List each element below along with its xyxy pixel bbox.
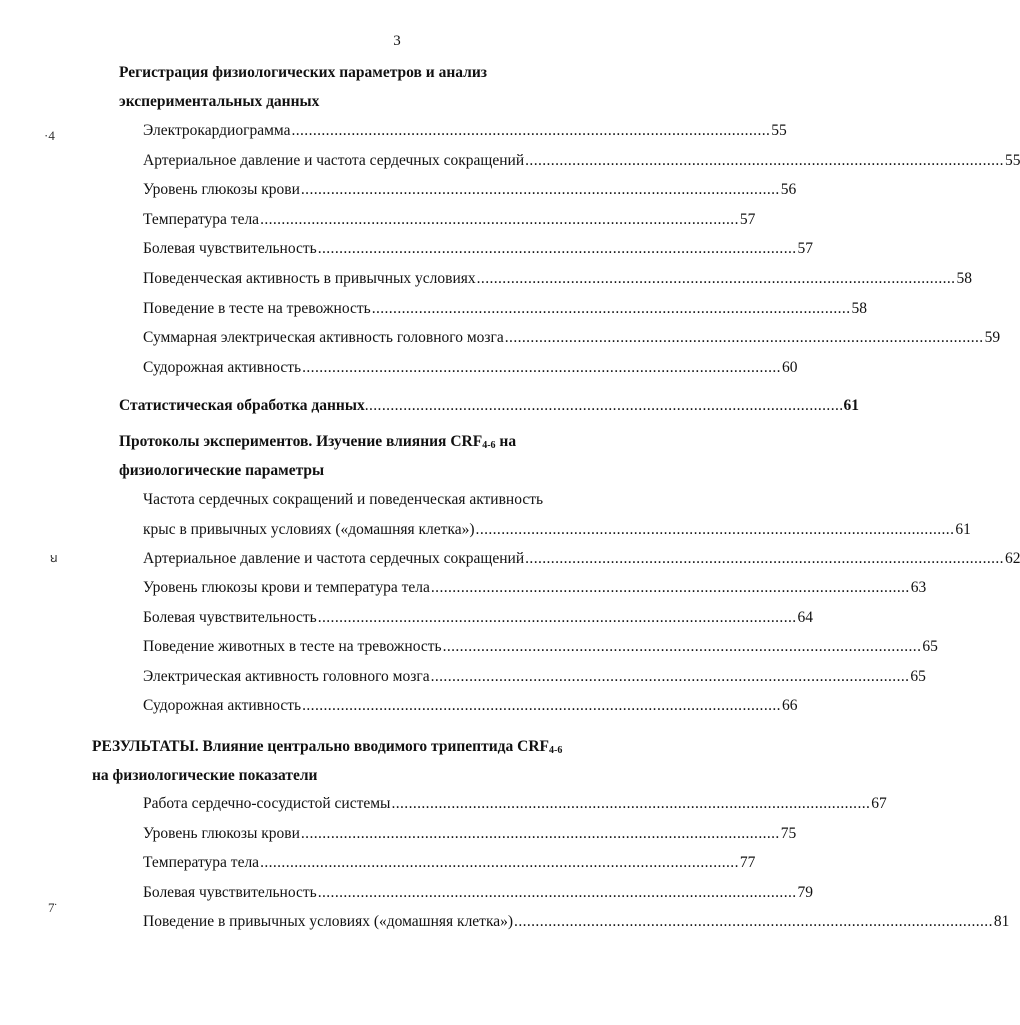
toc-entry-page: 62 (1004, 550, 1020, 567)
dot-leader: ................................................................................................................ (317, 240, 797, 258)
toc-entry-title: Болевая чувствительность (143, 608, 317, 626)
dot-leader: ................................................................................................................ (260, 854, 739, 871)
toc-entry-page: 64 (797, 608, 814, 626)
toc-entry-title: Суммарная электрическая активность головного мозга (143, 329, 504, 347)
dot-leader: ................................................................................................................ (302, 358, 781, 376)
toc-entry-page: 55 (1004, 151, 1020, 169)
dot-leader: ................................................................................................................ (260, 210, 739, 228)
toc-entry[interactable] (143, 151, 1020, 171)
page-number: 3 (393, 33, 401, 49)
toc-entry-title: крыс в привычных условиях («домашняя клетка») (143, 521, 475, 538)
toc-entry-page: 81 (993, 913, 1010, 930)
dot-leader: ................................................................................................................ (391, 795, 871, 812)
margin-mark: ꞟ (50, 550, 58, 565)
toc-entry[interactable] (143, 549, 1020, 569)
toc-entry[interactable] (143, 299, 867, 319)
dot-leader: ................................................................................................................ (430, 667, 910, 685)
toc-entry[interactable] (143, 239, 814, 259)
dot-leader: ................................................................................................................ (476, 270, 956, 287)
section-heading (119, 432, 516, 456)
toc-entry[interactable] (143, 608, 814, 628)
dot-leader: ................................................................................................................ (504, 329, 984, 347)
heading-subscript: 4-6 (482, 440, 496, 451)
dot-leader: ................................................................................................................ (317, 883, 797, 901)
toc-entry-title: Уровень глюкозы крови и температура тела (143, 579, 430, 597)
dot-leader: ................................................................................................................ (364, 397, 844, 414)
toc-entry-title: Поведение в привычных условиях («домашняя клетка») (143, 913, 514, 930)
toc-entry-title: Болевая чувствительность (143, 883, 317, 901)
toc-entry-title: Уровень глюкозы крови (143, 181, 300, 199)
section-heading: Регистрация физиологических параметров и анализ (119, 64, 487, 81)
toc-entry-title: Поведение в тесте на тревожность (143, 299, 371, 317)
toc-entry[interactable] (143, 578, 927, 598)
toc-entry-page: 58 (956, 270, 972, 287)
toc-entry-title: Артериальное давление и частота сердечных сокращений (143, 550, 525, 567)
toc-entry-page: 57 (739, 210, 756, 228)
toc-entry-page: 77 (739, 854, 756, 871)
toc-entry-page: 59 (984, 329, 1001, 347)
toc-entry-page: 65 (910, 667, 926, 685)
dot-leader: ................................................................................................................ (300, 181, 780, 199)
toc-entry-title: Судорожная активность (143, 697, 302, 714)
toc-entry[interactable] (143, 269, 972, 289)
heading-subscript: 4-6 (548, 745, 563, 756)
dot-leader: ................................................................................................................ (442, 638, 922, 656)
toc-entry-title: Электрическая активность головного мозга (143, 667, 430, 685)
margin-mark: ·4 (44, 128, 55, 143)
toc-entry[interactable] (143, 520, 971, 540)
toc-entry-page: 66 (781, 697, 798, 714)
toc-entry[interactable] (143, 824, 797, 844)
section-heading: экспериментальных данных (119, 93, 320, 110)
toc-entry-title: Судорожная активность (143, 358, 302, 376)
toc-entry[interactable] (143, 853, 756, 873)
toc-entry-page: 60 (781, 358, 798, 376)
toc-entry-title: Поведенческая активность в привычных условиях (143, 270, 476, 287)
toc-entry-title: Температура тела (143, 210, 260, 228)
toc-entry[interactable] (143, 883, 814, 903)
toc-entry[interactable] (143, 121, 787, 141)
toc-entry[interactable] (143, 637, 938, 657)
toc-entry-line (143, 490, 543, 510)
toc-entry-page: 61 (843, 397, 860, 414)
toc-entry[interactable] (143, 696, 798, 716)
toc-entry-title: Болевая чувствительность (143, 240, 317, 258)
toc-entry-title: Работа сердечно-сосудистой системы (143, 795, 391, 812)
toc-entry-page: 65 (922, 638, 938, 656)
toc-entry-page: 79 (797, 883, 814, 901)
dot-leader: ................................................................................................................ (291, 122, 771, 139)
toc-entry[interactable] (143, 667, 926, 687)
dot-leader: ................................................................................................................ (371, 299, 851, 317)
toc-entry-page: 56 (780, 181, 797, 199)
dot-leader: ................................................................................................................ (317, 608, 797, 626)
toc-entry[interactable] (143, 794, 887, 814)
dot-leader: ................................................................................................................ (514, 913, 993, 930)
heading-text: Протоколы экспериментов. Изучение влияния CRF (119, 433, 483, 450)
toc-entry-page: 63 (910, 579, 927, 597)
toc-entry-title: Частота сердечных сокращений и поведенческая активность (143, 491, 544, 508)
toc-entry[interactable] (143, 180, 797, 200)
toc-entry[interactable] (143, 912, 1010, 932)
dot-leader: ................................................................................................................ (475, 521, 955, 538)
toc-entry-title: Артериальное давление и частота сердечных сокращений (143, 151, 525, 169)
toc-entry-page: 67 (871, 795, 887, 812)
dot-leader: ................................................................................................................ (525, 151, 1004, 169)
toc-entry-page: 58 (851, 299, 867, 317)
dot-leader: ................................................................................................................ (302, 697, 781, 714)
toc-entry[interactable] (143, 328, 1001, 348)
section-heading: на физиологические показатели (92, 767, 318, 784)
dot-leader: ................................................................................................................ (525, 550, 1004, 567)
section-heading (92, 737, 562, 761)
toc-entry-title: Статистическая обработка данных (119, 397, 365, 414)
toc-entry[interactable] (143, 358, 798, 378)
toc-entry-page: 75 (780, 824, 797, 842)
heading-text: на (495, 433, 517, 450)
toc-entry-title: Поведение животных в тесте на тревожность (143, 638, 442, 656)
heading-text: РЕЗУЛЬТАТЫ. Влияние центрально вводимого трипептида CRF (92, 738, 549, 755)
dot-leader: ................................................................................................................ (300, 824, 780, 842)
toc-entry-page: 55 (771, 122, 787, 139)
toc-entry-title: Электрокардиограмма (143, 122, 291, 139)
dot-leader: ................................................................................................................ (430, 579, 910, 597)
section-heading: физиологические параметры (119, 462, 325, 479)
toc-entry-title: Уровень глюкозы крови (143, 824, 300, 842)
margin-mark: 7̈ (48, 900, 55, 915)
toc-entry-page: 57 (797, 240, 814, 258)
toc-entry-page: 61 (955, 521, 971, 538)
toc-entry-statistics[interactable] (119, 396, 860, 416)
toc-entry[interactable] (143, 210, 756, 230)
toc-entry-title: Температура тела (143, 854, 260, 871)
